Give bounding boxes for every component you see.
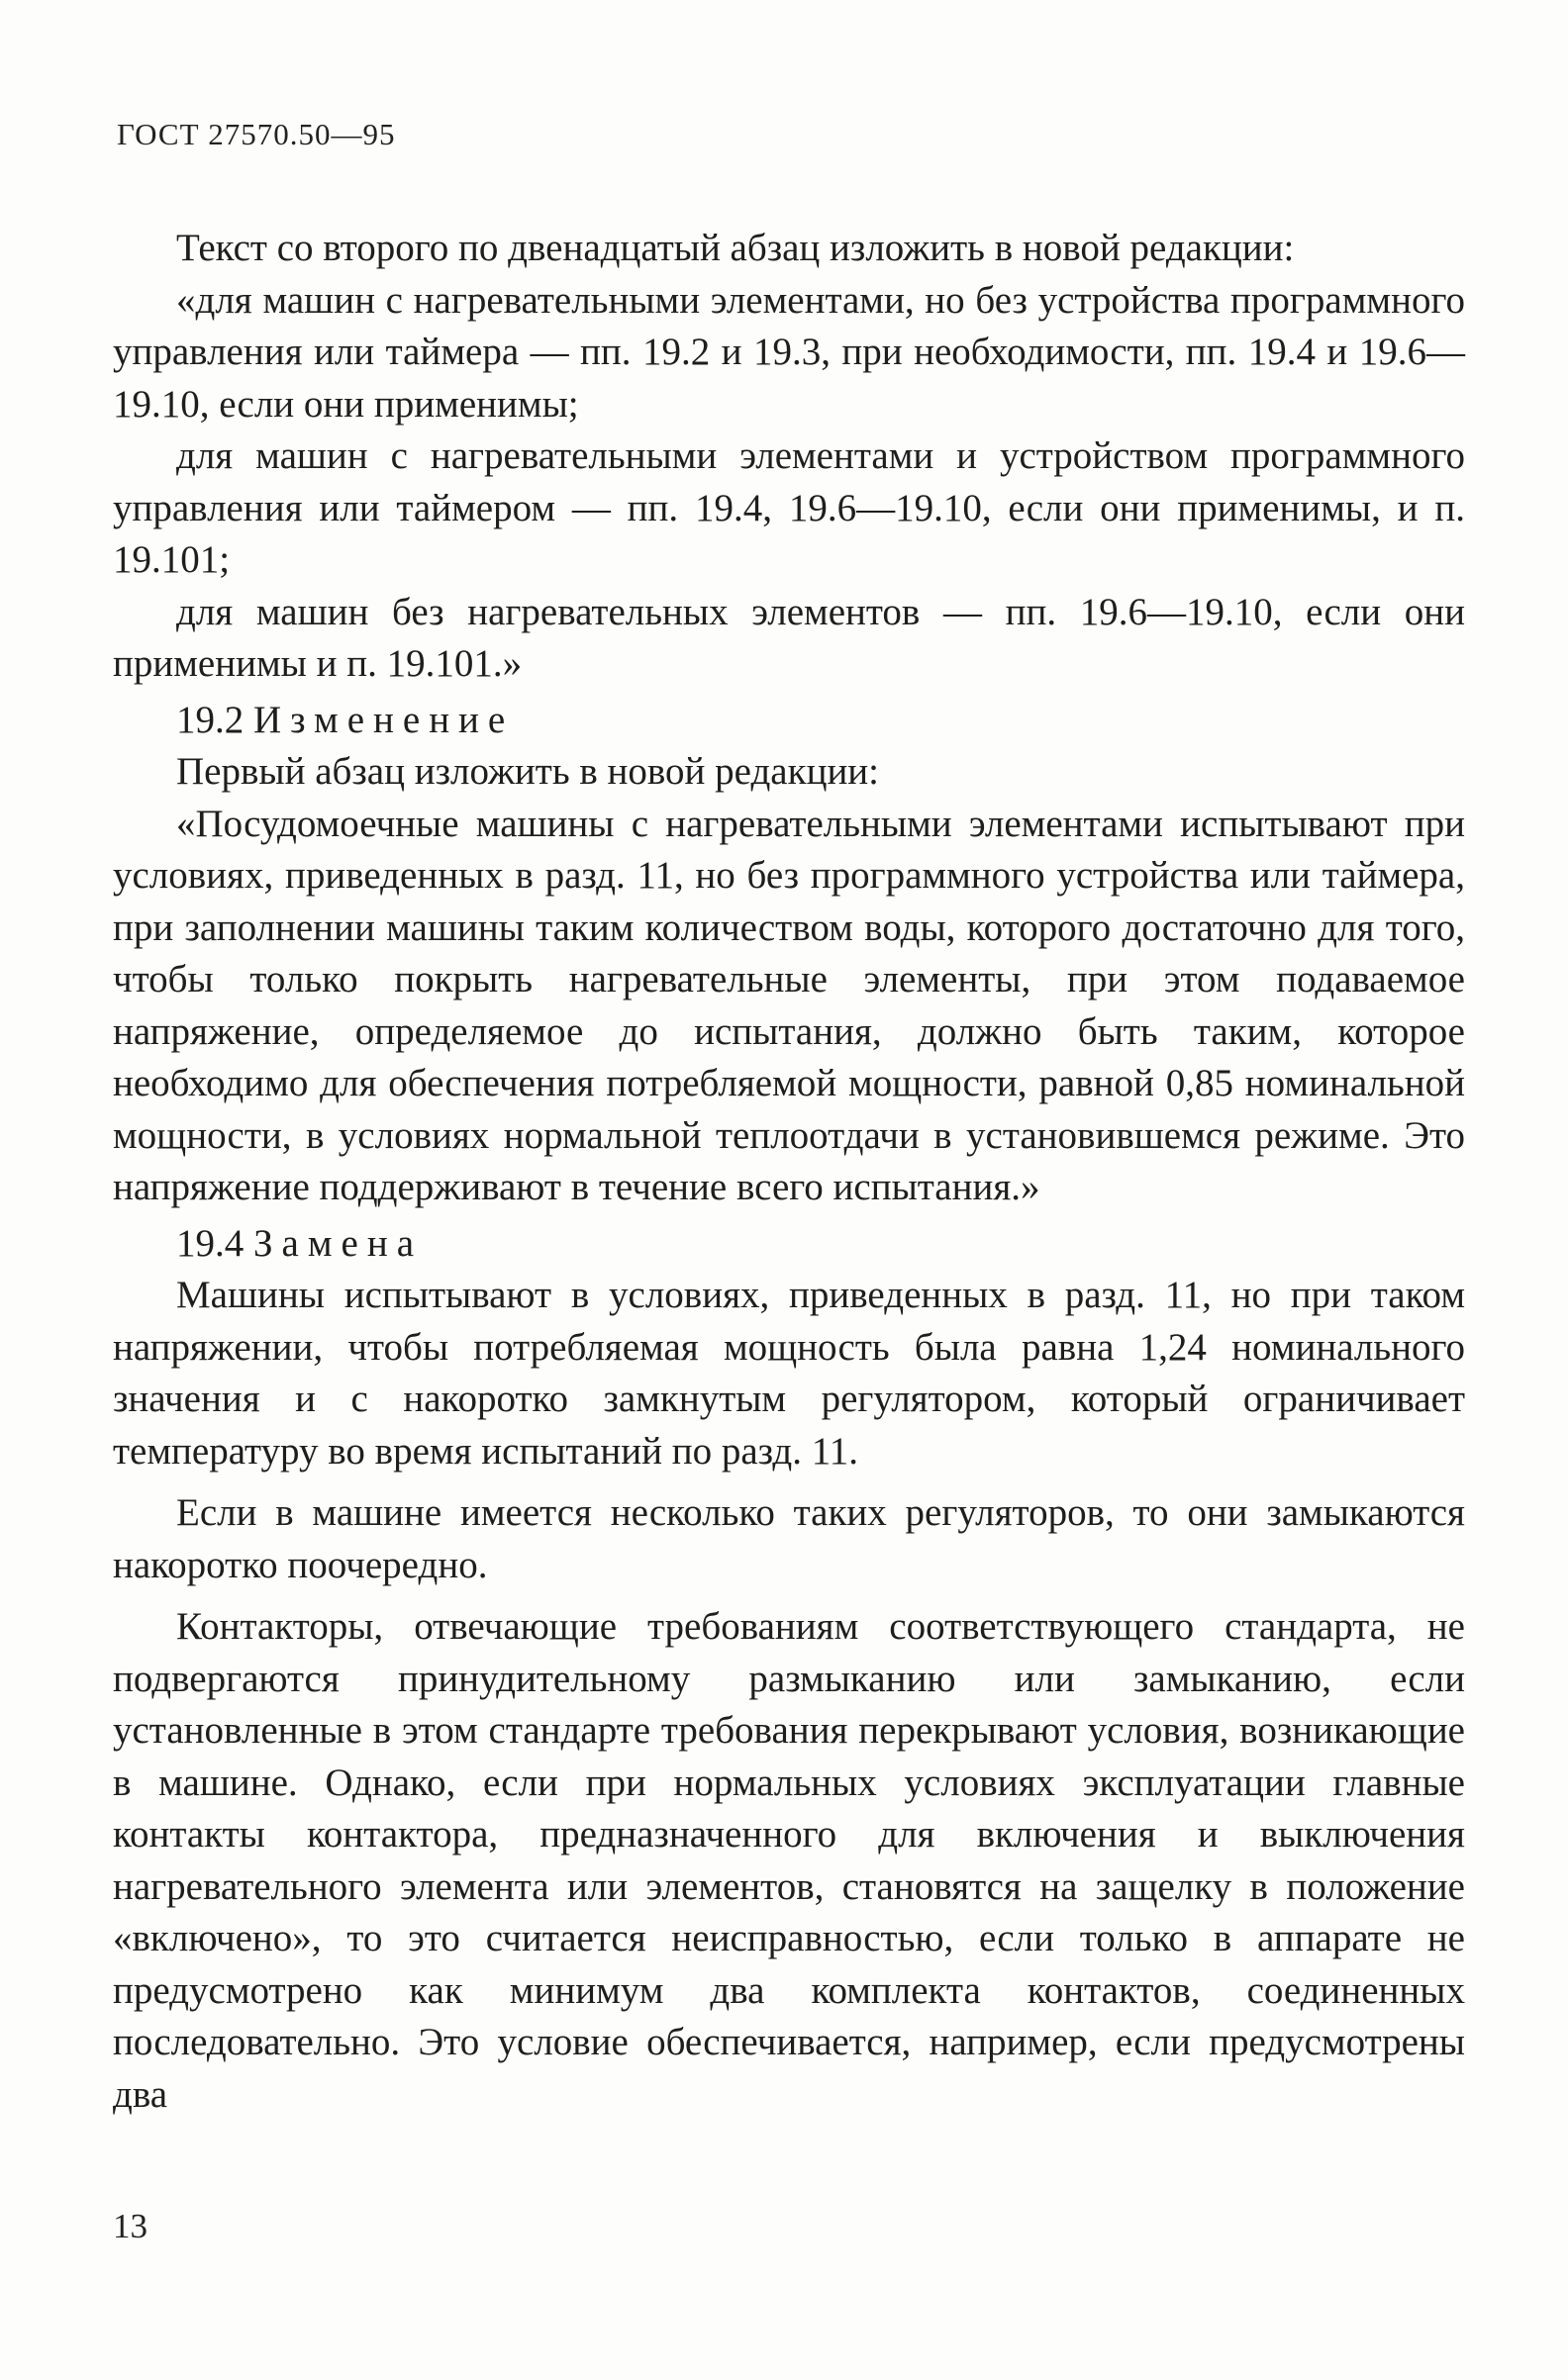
paragraph-intro: Текст со второго по двенадцатый абзац изложить в новой редакции: bbox=[176, 227, 1295, 269]
section-19-4-text-2: Если в машине имеется несколько таких регуляторов, то они замыкаются накоротко поочередно. bbox=[113, 1491, 1465, 1586]
paragraph-machines-no-heating: для машин без нагревательных элементов — пп. 19.6—19.10, если они применимы и п. 19.101.» bbox=[113, 590, 1465, 685]
section-19-2-intro: Первый абзац изложить в новой редакции: bbox=[176, 750, 880, 793]
section-heading-19-4 bbox=[113, 1218, 1465, 1271]
section-heading-19-2 bbox=[113, 695, 1465, 747]
paragraph-machines-program: для машин с нагревательными элементами и устройством программного управления или таймером — пп. 19.4, 19.6—19.10, если они применимы, и п. 19.101; bbox=[113, 434, 1465, 581]
section-19-2-text: «Посудомоечные машины с нагревательными элементами испытывают при условиях, приведенных в разд. 11, но без программного устройства или таймера, при заполнении машины таким количеством воды, которого достаточно для того, чтобы только покрыть нагревательные элементы, при этом подаваемое напряжение, определяемое до испытания, должно быть таким, которое необходимо для обеспечения потребляемой мощности, равной 0,85 номинальной мощности, в условиях нормальной теплоотдачи в установившемся режиме. Это напряжение поддерживают в течение всего испытания.» bbox=[113, 802, 1465, 1208]
section-19-4-text-1: Машины испытывают в условиях, приведенных в разд. 11, но при таком напряжении, чтобы потребляемая мощность была равна 1,24 номинального значения и с накоротко замкнутым регулятором, который ограничивает температуру во время испытаний по разд. 11. bbox=[113, 1274, 1465, 1473]
section-number: 19.4 bbox=[176, 1221, 245, 1265]
section-number: 19.2 bbox=[176, 698, 245, 741]
section-19-4-text-3: Контакторы, отвечающие требованиям соответствующего стандарта, не подвергаются принудительному размыканию или замыканию, если установленные в этом стандарте требования перекрывают условия, возникающие в машине. Однако, если при нормальных условиях эксплуатации главные контакты контактора, предназначенного для включения и выключения нагревательного элемента или элементов, становятся на защелку в положение «включено», то это считается неисправностью, если только в аппарате не предусмотрено как минимум два комплекта контактов, соединенных последовательно. Это условие обеспечивается, например, если предусмотрены два bbox=[113, 1605, 1465, 2116]
standard-header: ГОСТ 27570.50—95 bbox=[117, 117, 396, 151]
document-body bbox=[113, 223, 1465, 2121]
section-title: Изменение bbox=[253, 698, 515, 741]
page-number: 13 bbox=[113, 2207, 147, 2245]
section-title: Замена bbox=[253, 1221, 424, 1265]
paragraph-machines-heating: «для машин с нагревательными элементами, но без устройства программного управления или таймера — пп. 19.2 и 19.3, при необходимости, пп. 19.4 и 19.6—19.10, если они применимы; bbox=[113, 278, 1465, 426]
